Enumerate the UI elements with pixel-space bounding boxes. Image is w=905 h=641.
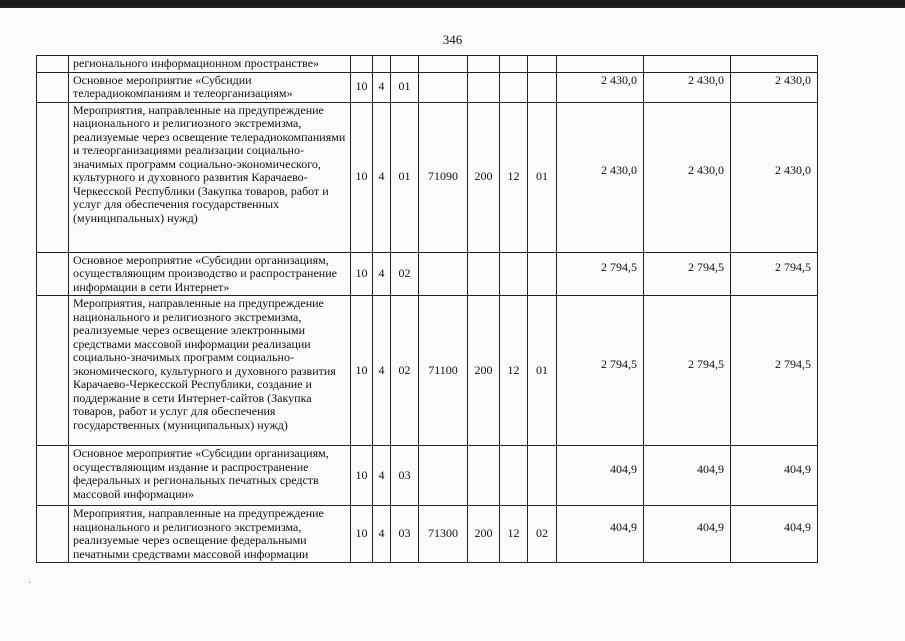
subchapter-cell <box>528 56 557 73</box>
amount-value: 404,9 <box>610 461 637 476</box>
subchapter-cell <box>528 252 557 296</box>
amount-year2-cell <box>644 56 731 73</box>
table-row <box>37 102 818 252</box>
description-cell: Мероприятия, направленные на предупреждение национального и религиозного экстремизма, реализуемые через освещение телерадиокомпаниями и телеорганизациями реализации социально-значимых программ социально-экономического, культурного и духовного развития Карачаево-Черкесской Республики (Закупка товаров, работ и услуг для обеспечения государственных (муниципальных) нужд) <box>69 102 351 252</box>
section-code-cell: 10 <box>351 252 373 296</box>
amount-year3-cell <box>731 506 818 563</box>
row-marker-cell <box>37 296 69 446</box>
subchapter-cell: 01 <box>528 102 557 252</box>
amount-year2-cell <box>644 506 731 563</box>
subchapter-cell: 01 <box>528 296 557 446</box>
amount-value: 2 794,5 <box>601 260 637 274</box>
expense-type-cell: 200 <box>468 296 500 446</box>
amount-year3-cell <box>731 56 818 73</box>
amount-year1-cell <box>557 252 644 296</box>
target-code-cell: 71300 <box>419 506 468 563</box>
subsection-code-cell: 4 <box>373 506 391 563</box>
program-code-cell: 01 <box>391 72 419 102</box>
amount-year1-cell <box>557 296 644 446</box>
program-code-cell: 02 <box>391 296 419 446</box>
section-code-cell: 10 <box>351 102 373 252</box>
amount-year3-cell <box>731 296 818 446</box>
table-row <box>37 252 818 296</box>
chapter-cell <box>500 56 528 73</box>
subchapter-cell <box>528 72 557 102</box>
description-cell: Основное мероприятие «Субсидии организациям, осуществляющим издание и распространение федеральных и региональных печатных средств массовой информации» <box>69 446 351 506</box>
program-code-cell: 02 <box>391 252 419 296</box>
description-cell: Основное мероприятие «Субсидии организациям, осуществляющим производство и распространение информации в сети Интернет» <box>69 252 351 296</box>
row-marker-cell <box>37 446 69 506</box>
amount-value: 2 794,5 <box>775 260 811 274</box>
subchapter-cell: 02 <box>528 506 557 563</box>
amount-value: 2 794,5 <box>688 260 724 274</box>
target-code-cell: 71100 <box>419 296 468 446</box>
chapter-cell: 12 <box>500 102 528 252</box>
subsection-code-cell <box>373 56 391 73</box>
section-code-cell: 10 <box>351 72 373 102</box>
section-code-cell: 10 <box>351 446 373 506</box>
subchapter-cell <box>528 446 557 506</box>
target-code-cell <box>419 252 468 296</box>
expense-type-cell: 200 <box>468 102 500 252</box>
amount-value: 2 794,5 <box>775 356 811 371</box>
chapter-cell: 12 <box>500 506 528 563</box>
amount-year1-cell <box>557 506 644 563</box>
amount-year2-cell <box>644 446 731 506</box>
amount-value: 404,9 <box>697 520 724 535</box>
page-number: 346 <box>442 32 463 47</box>
amount-value: 2 430,0 <box>688 73 724 88</box>
description-cell: Мероприятия, направленные на предупреждение национального и религиозного экстремизма, реализуемые через освещение федеральными печатными средствами массовой информации <box>69 506 351 563</box>
amount-value: 2 430,0 <box>775 163 811 178</box>
amount-value: 2 794,5 <box>688 356 724 371</box>
subsection-code-cell: 4 <box>373 296 391 446</box>
amount-year1-cell <box>557 102 644 252</box>
table-row <box>37 506 818 563</box>
subsection-code-cell: 4 <box>373 252 391 296</box>
subsection-code-cell: 4 <box>373 446 391 506</box>
table-row <box>37 446 818 506</box>
target-code-cell <box>419 72 468 102</box>
subsection-code-cell: 4 <box>373 72 391 102</box>
chapter-cell <box>500 72 528 102</box>
amount-year2-cell <box>644 252 731 296</box>
amount-value: 404,9 <box>610 520 637 535</box>
section-code-cell: 10 <box>351 506 373 563</box>
program-code-cell <box>391 56 419 73</box>
target-code-cell: 71090 <box>419 102 468 252</box>
amount-value: 2 430,0 <box>601 73 637 88</box>
budget-table <box>36 55 818 563</box>
amount-value: 404,9 <box>784 461 811 476</box>
amount-year1-cell <box>557 72 644 102</box>
margin-mark: · <box>28 578 32 589</box>
amount-year2-cell <box>644 102 731 252</box>
program-code-cell: 03 <box>391 446 419 506</box>
row-marker-cell <box>37 506 69 563</box>
expense-type-cell <box>468 446 500 506</box>
description-cell: Основное мероприятие «Субсидии телерадиокомпаниям и телеорганизациям» <box>69 72 351 102</box>
target-code-cell <box>419 56 468 73</box>
table-row <box>37 72 818 102</box>
amount-value: 404,9 <box>784 520 811 535</box>
table-row <box>37 296 818 446</box>
description-cell: регионального информационном пространстве» <box>69 56 351 73</box>
amount-year1-cell <box>557 446 644 506</box>
table-row <box>37 56 818 73</box>
amount-year3-cell <box>731 446 818 506</box>
section-code-cell: 10 <box>351 296 373 446</box>
amount-year3-cell <box>731 72 818 102</box>
amount-year3-cell <box>731 252 818 296</box>
chapter-cell <box>500 446 528 506</box>
amount-year3-cell <box>731 102 818 252</box>
expense-type-cell <box>468 252 500 296</box>
expense-type-cell: 200 <box>468 506 500 563</box>
amount-value: 2 794,5 <box>601 356 637 371</box>
amount-year2-cell <box>644 72 731 102</box>
row-marker-cell <box>37 56 69 73</box>
section-code-cell <box>351 56 373 73</box>
amount-year2-cell <box>644 296 731 446</box>
expense-type-cell <box>468 72 500 102</box>
program-code-cell: 01 <box>391 102 419 252</box>
row-marker-cell <box>37 102 69 252</box>
amount-value: 2 430,0 <box>775 73 811 88</box>
program-code-cell: 03 <box>391 506 419 563</box>
amount-value: 2 430,0 <box>688 163 724 178</box>
chapter-cell <box>500 252 528 296</box>
target-code-cell <box>419 446 468 506</box>
subsection-code-cell: 4 <box>373 102 391 252</box>
expense-type-cell <box>468 56 500 73</box>
description-cell: Мероприятия, направленные на предупреждение национального и религиозного экстремизма, реализуемые через освещение электронными средствами массовой информации реализации социально-значимых программ социально-экономического, культурного и духовного развития Карачаево-Черкесской Республики, создание и поддержание в сети Интернет-сайтов (Закупка товаров, работ и услуг для обеспечения государственных (муниципальных) нужд) <box>69 296 351 446</box>
row-marker-cell <box>37 252 69 296</box>
row-marker-cell <box>37 72 69 102</box>
amount-year1-cell <box>557 56 644 73</box>
amount-value: 2 430,0 <box>601 163 637 178</box>
amount-value: 404,9 <box>697 461 724 476</box>
chapter-cell: 12 <box>500 296 528 446</box>
